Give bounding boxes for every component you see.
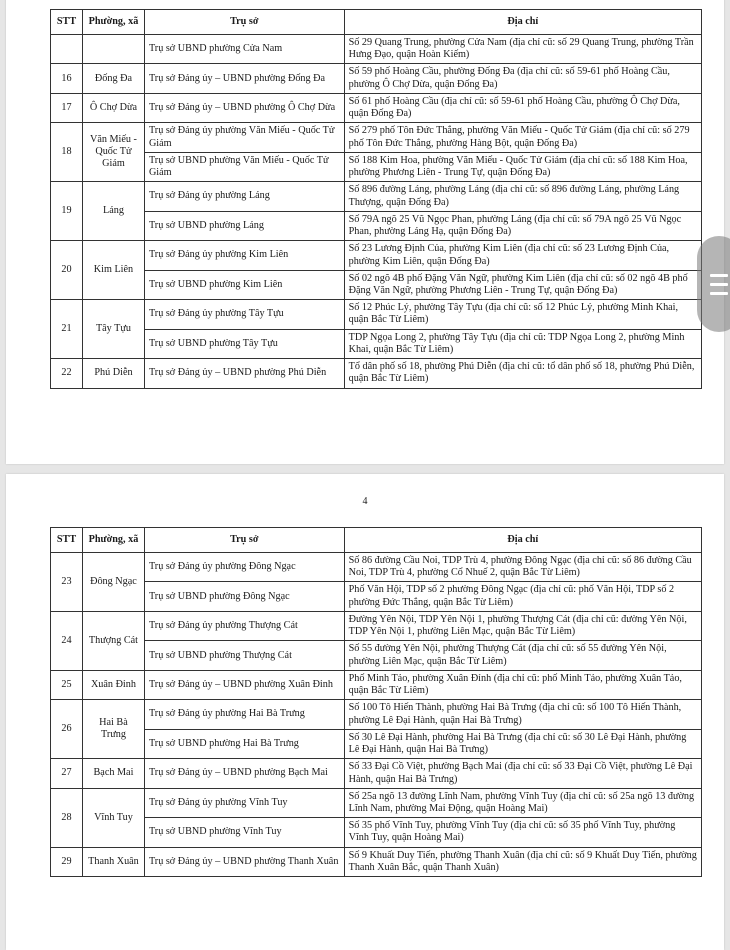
hq-cell: Trụ sở Đảng ủy phường Văn Miếu - Quốc Tử Giám: [144, 123, 344, 152]
hq-cell: Trụ sở Đảng ủy – UBND phường Phú Diễn: [144, 359, 344, 388]
address-cell: Số 25a ngõ 13 đường Lĩnh Nam, phường Vĩnh Tuy (địa chỉ cũ: số 25a ngõ 13 đường Lĩnh Nam, phường Mai Động, quận Hoàng Mai): [344, 788, 701, 817]
header-stt: STT: [51, 10, 83, 35]
scroll-handle[interactable]: [697, 236, 730, 332]
address-cell: Số 188 Kim Hoa, phường Văn Miếu - Quốc Tử Giám (địa chỉ cũ: số 188 Kim Hoa, phường Phương Liên - Trung Tự, quận Đống Đa): [344, 152, 701, 181]
ward-cell: Thanh Xuân: [82, 847, 144, 876]
hq-cell: Trụ sở Đảng ủy phường Kim Liên: [144, 241, 344, 270]
table-row: [51, 123, 702, 152]
ward-cell: Kim Liên: [82, 241, 144, 300]
address-cell: Phố Minh Tảo, phường Xuân Đỉnh (địa chỉ cũ: phố Minh Tảo, phường Xuân Tảo, quận Bắc Từ Liêm): [344, 670, 701, 699]
table-row: [51, 759, 702, 788]
table-row: [51, 152, 702, 181]
stt-cell: 19: [51, 182, 83, 241]
address-cell: Số 59 phố Hoàng Cầu, phường Đống Đa (địa chỉ cũ: số 59-61 phố Hoàng Cầu, phường Ô Chợ Dừa, quận Đống Đa): [344, 64, 701, 93]
table-row: [51, 641, 702, 670]
hq-cell: Trụ sở Đảng ủy – UBND phường Xuân Đỉnh: [144, 670, 344, 699]
document-page-1: [6, 0, 724, 464]
ward-cell: Tây Tựu: [82, 300, 144, 359]
address-cell: Số 61 phố Hoàng Cầu (địa chỉ cũ: số 59-61 phố Hoàng Cầu, phường Ô Chợ Dừa, quận Đống Đa): [344, 93, 701, 122]
ward-cell: Thượng Cát: [82, 611, 144, 670]
address-cell: Số 79A ngõ 25 Vũ Ngọc Phan, phường Láng (địa chỉ cũ: số 79A ngõ 25 Vũ Ngọc Phan, phường Láng Hạ, quận Đống Đa): [344, 211, 701, 240]
table-row: [51, 359, 702, 388]
header-hq: Trụ sở: [144, 528, 344, 553]
address-cell: Số 35 phố Vĩnh Tuy, phường Vĩnh Tuy (địa chỉ cũ: số 35 phố Vĩnh Tuy, phường Vĩnh Tuy, quận Hoàng Mai): [344, 818, 701, 847]
address-cell: Tổ dân phố số 18, phường Phú Diễn (địa chỉ cũ: tổ dân phố số 18, phường Phú Diễn, quận Bắc Từ Liêm): [344, 359, 701, 388]
table-row: [51, 35, 702, 64]
scroll-handle-grip-icon: [710, 283, 728, 286]
table-row: [51, 729, 702, 758]
stt-cell: 27: [51, 759, 83, 788]
table-row: [51, 270, 702, 299]
table-row: [51, 241, 702, 270]
ward-cell: [82, 35, 144, 64]
stt-cell: 21: [51, 300, 83, 359]
ward-cell: Phú Diễn: [82, 359, 144, 388]
stt-cell: 24: [51, 611, 83, 670]
table-header-row: [51, 10, 702, 35]
hq-cell: Trụ sở UBND phường Vĩnh Tuy: [144, 818, 344, 847]
header-stt: STT: [51, 528, 83, 553]
ward-cell: Văn Miếu - Quốc Tử Giám: [82, 123, 144, 182]
ward-office-table-2: [50, 527, 702, 877]
ward-cell: Xuân Đỉnh: [82, 670, 144, 699]
ward-cell: Ô Chợ Dừa: [82, 93, 144, 122]
stt-cell: 22: [51, 359, 83, 388]
header-ward: Phường, xã: [82, 10, 144, 35]
hq-cell: Trụ sở Đảng ủy – UBND phường Thanh Xuân: [144, 847, 344, 876]
address-cell: Số 279 phố Tôn Đức Thắng, phường Văn Miếu - Quốc Tử Giám (địa chỉ cũ: số 279 phố Tôn Đức Thắng, phường Hàng Bột, quận Đống Đa): [344, 123, 701, 152]
scroll-handle-grip-icon: [710, 274, 728, 277]
stt-cell: 28: [51, 788, 83, 847]
hq-cell: Trụ sở Đảng ủy – UBND phường Bạch Mai: [144, 759, 344, 788]
stt-cell: 17: [51, 93, 83, 122]
address-cell: Số 55 đường Yên Nội, phường Thượng Cát (địa chỉ cũ: số 55 đường Yên Nội, phường Liên Mạc, quận Bắc Từ Liêm): [344, 641, 701, 670]
address-cell: Số 30 Lê Đại Hành, phường Hai Bà Trưng (địa chỉ cũ: số 30 Lê Đại Hành, phường Lê Đại Hành, quận Hai Bà Trưng): [344, 729, 701, 758]
address-cell: Số 23 Lương Định Của, phường Kim Liên (địa chỉ cũ: số 23 Lương Định Của, phường Kim Liên, quận Đống Đa): [344, 241, 701, 270]
address-cell: TDP Ngọa Long 2, phường Tây Tựu (địa chỉ cũ: TDP Ngọa Long 2, phường Minh Khai, quận Bắc Từ Liêm): [344, 329, 701, 358]
stt-cell: 20: [51, 241, 83, 300]
table-row: [51, 300, 702, 329]
hq-cell: Trụ sở Đảng ủy phường Vĩnh Tuy: [144, 788, 344, 817]
ward-cell: Đông Ngạc: [82, 553, 144, 612]
hq-cell: Trụ sở UBND phường Hai Bà Trưng: [144, 729, 344, 758]
hq-cell: Trụ sở UBND phường Tây Tựu: [144, 329, 344, 358]
ward-office-table-1: [50, 9, 702, 389]
ward-cell: Vĩnh Tuy: [82, 788, 144, 847]
hq-cell: Trụ sở UBND phường Kim Liên: [144, 270, 344, 299]
table-row: [51, 64, 702, 93]
stt-cell: 25: [51, 670, 83, 699]
stt-cell: 16: [51, 64, 83, 93]
ward-cell: Bạch Mai: [82, 759, 144, 788]
table-row: [51, 329, 702, 358]
header-address: Địa chỉ: [344, 528, 701, 553]
stt-cell: [51, 35, 83, 64]
table-header-row: [51, 528, 702, 553]
table-row: [51, 582, 702, 611]
hq-cell: Trụ sở Đảng ủy phường Thượng Cát: [144, 611, 344, 640]
header-ward: Phường, xã: [82, 528, 144, 553]
hq-cell: Trụ sở UBND phường Văn Miếu - Quốc Tử Giám: [144, 152, 344, 181]
ward-cell: Đống Đa: [82, 64, 144, 93]
ward-cell: Láng: [82, 182, 144, 241]
hq-cell: Trụ sở Đảng ủy phường Đông Ngạc: [144, 553, 344, 582]
ward-cell: Hai Bà Trưng: [82, 700, 144, 759]
hq-cell: Trụ sở Đảng ủy – UBND phường Ô Chợ Dừa: [144, 93, 344, 122]
stt-cell: 18: [51, 123, 83, 182]
table-row: [51, 818, 702, 847]
address-cell: Số 86 đường Cầu Noi, TDP Trù 4, phường Đông Ngạc (địa chỉ cũ: số 86 đường Cầu Noi, TDP Trù 4, phường Cổ Nhuế 2, quận Bắc Từ Liêm): [344, 553, 701, 582]
scroll-handle-grip-icon: [710, 292, 728, 295]
hq-cell: Trụ sở UBND phường Đông Ngạc: [144, 582, 344, 611]
hq-cell: Trụ sở Đảng ủy – UBND phường Đống Đa: [144, 64, 344, 93]
address-cell: Số 33 Đại Cồ Việt, phường Bạch Mai (địa chỉ cũ: số 33 Đại Cồ Việt, phường Lê Đại Hành, quận Hai Bà Trưng): [344, 759, 701, 788]
table-row: [51, 182, 702, 211]
address-cell: Số 29 Quang Trung, phường Cửa Nam (địa chỉ cũ: số 29 Quang Trung, phường Trần Hưng Đạo, quận Hoàn Kiếm): [344, 35, 701, 64]
table-row: [51, 847, 702, 876]
table-row: [51, 553, 702, 582]
table-row: [51, 211, 702, 240]
stt-cell: 29: [51, 847, 83, 876]
address-cell: Số 100 Tô Hiến Thành, phường Hai Bà Trưng (địa chỉ cũ: số 100 Tô Hiến Thành, phường Lê Đại Hành, quận Hai Bà Trưng): [344, 700, 701, 729]
address-cell: Số 02 ngõ 4B phố Đặng Văn Ngữ, phường Kim Liên (địa chỉ cũ: số 02 ngõ 4B phố Đặng Văn Ngữ, phường Phương Liên - Trung Tự, quận Đống Đa): [344, 270, 701, 299]
table-row: [51, 611, 702, 640]
hq-cell: Trụ sở UBND phường Cửa Nam: [144, 35, 344, 64]
table-row: [51, 788, 702, 817]
header-hq: Trụ sở: [144, 10, 344, 35]
hq-cell: Trụ sở UBND phường Thượng Cát: [144, 641, 344, 670]
address-cell: Phố Văn Hội, TDP số 2 phường Đông Ngạc (địa chỉ cũ: phố Văn Hội, TDP số 2 phường Đức Thắng, quận Bắc Từ Liêm): [344, 582, 701, 611]
stt-cell: 23: [51, 553, 83, 612]
stt-cell: 26: [51, 700, 83, 759]
document-page-2: [6, 474, 724, 950]
table-row: [51, 700, 702, 729]
address-cell: Đường Yên Nội, TDP Yên Nội 1, phường Thượng Cát (địa chỉ cũ: đường Yên Nội, TDP Yên Nội 1, phường Liên Mạc, quận Bắc Từ Liêm): [344, 611, 701, 640]
address-cell: Số 896 đường Láng, phường Láng (địa chỉ cũ: số 896 đường Láng, phường Láng Thượng, quận Đống Đa): [344, 182, 701, 211]
table-row: [51, 93, 702, 122]
hq-cell: Trụ sở UBND phường Láng: [144, 211, 344, 240]
hq-cell: Trụ sở Đảng ủy phường Láng: [144, 182, 344, 211]
hq-cell: Trụ sở Đảng ủy phường Hai Bà Trưng: [144, 700, 344, 729]
address-cell: Số 9 Khuất Duy Tiến, phường Thanh Xuân (địa chỉ cũ: số 9 Khuất Duy Tiến, phường Thanh Xuân Bắc, quận Thanh Xuân): [344, 847, 701, 876]
header-address: Địa chỉ: [344, 10, 701, 35]
page-number: 4: [362, 496, 368, 507]
hq-cell: Trụ sở Đảng ủy phường Tây Tựu: [144, 300, 344, 329]
address-cell: Số 12 Phúc Lý, phường Tây Tựu (địa chỉ cũ: số 12 Phúc Lý, phường Minh Khai, quận Bắc Từ Liêm): [344, 300, 701, 329]
table-row: [51, 670, 702, 699]
